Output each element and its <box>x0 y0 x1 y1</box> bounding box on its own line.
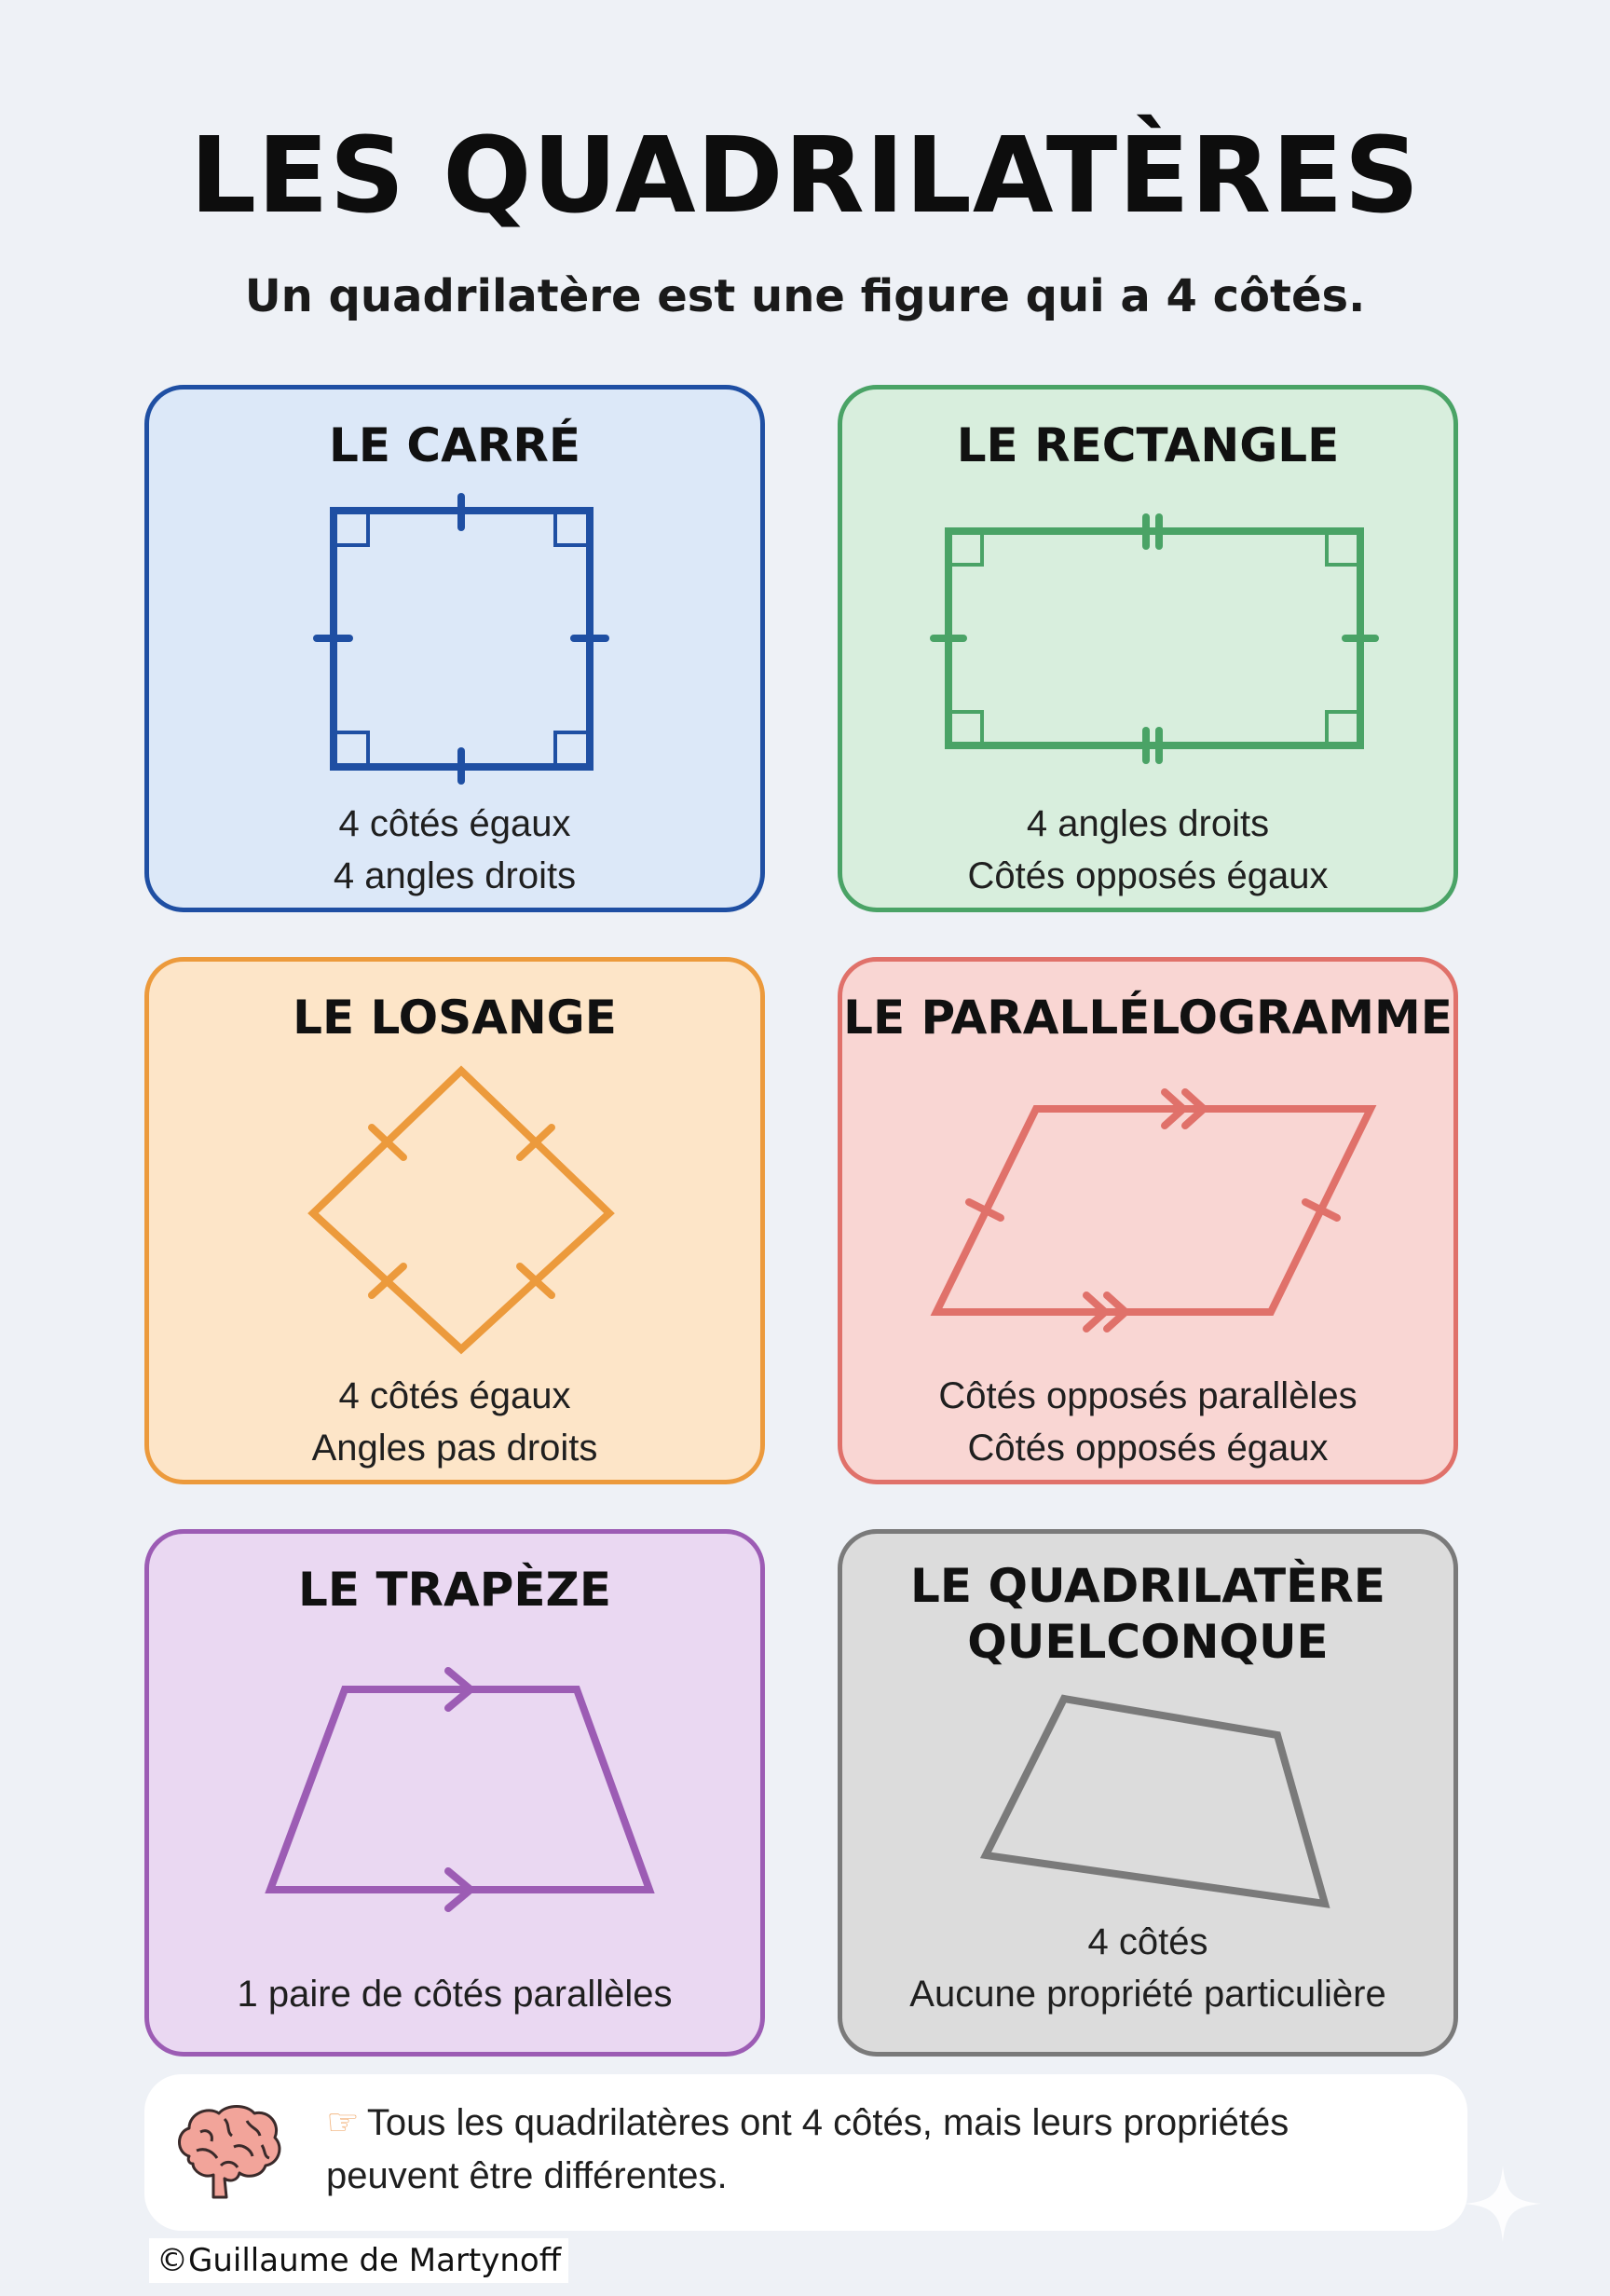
card-line: Angles pas droits <box>311 1428 598 1469</box>
note-line: peuvent être différentes. <box>326 2155 728 2196</box>
page-title: LES QUADRILATÈRES <box>189 116 1421 237</box>
card-rectangle <box>838 385 1458 912</box>
rhombus-outline <box>313 1071 609 1349</box>
right-angle-mark <box>334 732 368 767</box>
right-angle-mark <box>948 531 982 565</box>
card-trapeze <box>144 1529 765 2057</box>
card-title-line: QUELCONQUE <box>967 1615 1329 1669</box>
card-title: LE LOSANGE <box>293 991 617 1045</box>
square-outline <box>334 511 590 767</box>
card-title: LE RECTANGLE <box>956 418 1340 472</box>
card-line: 4 angles droits <box>1026 803 1270 844</box>
card-line: 4 côtés égaux <box>338 1375 571 1416</box>
brain-icon <box>172 2100 284 2203</box>
card-title: LE TRAPÈZE <box>298 1563 611 1617</box>
note-text <box>326 2097 1430 2203</box>
card-description <box>149 798 760 902</box>
sparkle-icon <box>1461 2162 1545 2246</box>
right-angle-mark <box>1327 712 1360 745</box>
card-line: 4 côtés <box>1087 1921 1208 1962</box>
note-line: Tous les quadrilatères ont 4 côtés, mais leurs propriétés <box>366 2102 1289 2143</box>
card-line: Côtés opposés égaux <box>967 1428 1329 1469</box>
card-quelconque <box>838 1529 1458 2057</box>
card-line: Côtés opposés égaux <box>967 855 1329 896</box>
card-line: 4 angles droits <box>333 855 577 896</box>
right-angle-mark <box>948 712 982 745</box>
card-description <box>842 1370 1453 1474</box>
card-description <box>149 1968 760 2020</box>
card-title: LE PARALLÉLOGRAMME <box>843 991 1453 1045</box>
card-title-line: LE QUADRILATÈRE <box>910 1559 1385 1613</box>
credit: ©Guillaume de Martynoff <box>149 2238 568 2283</box>
card-line: 1 paire de côtés parallèles <box>237 1974 673 2015</box>
card-title: LE CARRÉ <box>329 418 580 472</box>
right-angle-mark <box>555 732 590 767</box>
card-carre <box>144 385 765 912</box>
pointing-hand-icon: ☞ <box>326 2102 360 2143</box>
right-angle-mark <box>334 511 368 545</box>
parallelogram-outline <box>936 1109 1371 1312</box>
rectangle-outline <box>948 531 1360 745</box>
card-description <box>149 1370 760 1474</box>
card-description <box>842 798 1453 902</box>
card-line: Côtés opposés parallèles <box>938 1375 1358 1416</box>
right-angle-mark <box>1327 531 1360 565</box>
info-note <box>144 2074 1467 2231</box>
trapezoid-outline <box>270 1689 649 1890</box>
card-line: 4 côtés égaux <box>338 803 571 844</box>
card-parallelogramme <box>838 957 1458 1484</box>
right-angle-mark <box>555 511 590 545</box>
page-subtitle: Un quadrilatère est une figure qui a 4 côtés. <box>244 270 1366 322</box>
card-description <box>842 1916 1453 2020</box>
card-line: Aucune propriété particulière <box>909 1974 1386 2015</box>
irregular-quadrilateral-outline <box>986 1699 1325 1904</box>
card-losange <box>144 957 765 1484</box>
